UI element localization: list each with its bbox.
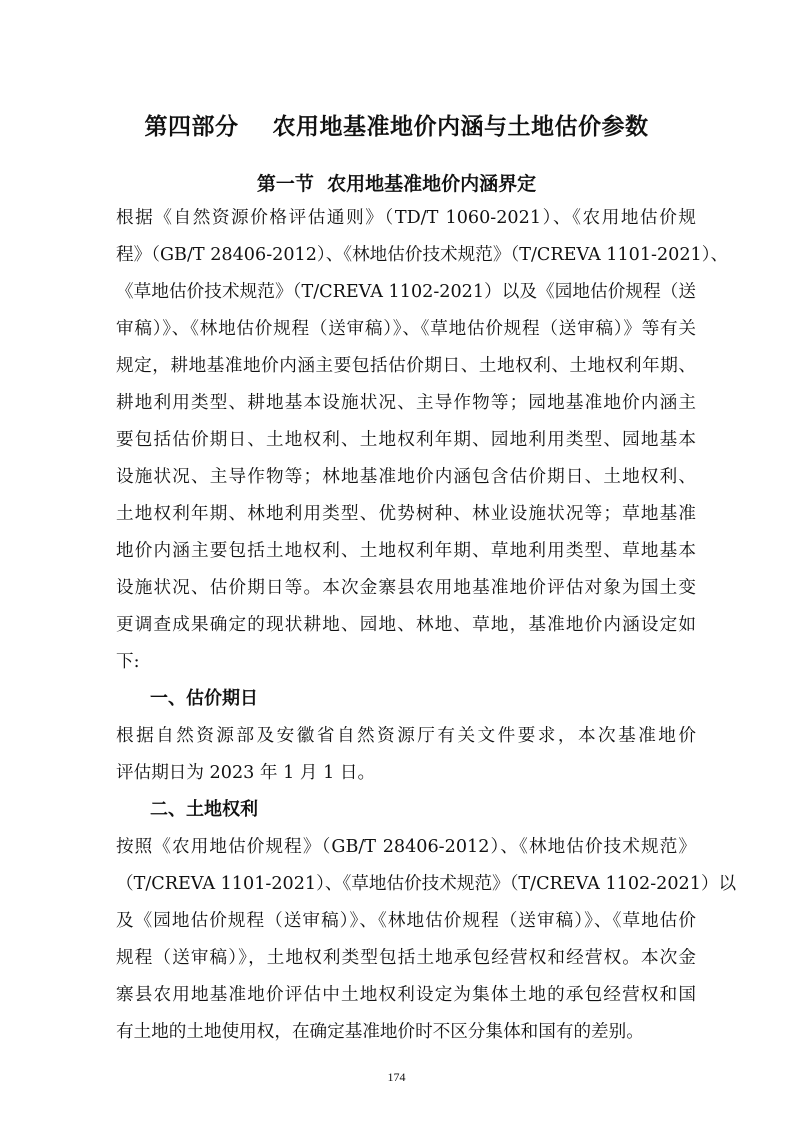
intro-line: 审稿）》、《林地估价规程（送审稿）》、《草地估价规程（送审稿）》等有关	[116, 319, 696, 339]
rights-line: 有土地的土地使用权，在确定基准地价时不区分集体和国有的差别。	[116, 1022, 644, 1042]
intro-line: 耕地利用类型、耕地基本设施状况、主导作物等；园地基准地价内涵主	[116, 393, 696, 413]
date-line: 评估期日为 2023 年 1 月 1 日。	[116, 763, 376, 783]
intro-line: 地价内涵主要包括土地权利、土地权利年期、草地利用类型、草地基本	[116, 541, 696, 561]
intro-line: 设施状况、估价期日等。本次金寨县农用地基准地价评估对象为国土变	[116, 578, 696, 598]
intro-line: 要包括估价期日、土地权利、土地权利年期、园地利用类型、园地基本	[116, 430, 696, 450]
intro-line: 规定，耕地基准地价内涵主要包括估价期日、土地权利、土地权利年期、	[116, 356, 696, 376]
intro-line: 设施状况、主导作物等；林地基准地价内涵包含估价期日、土地权利、	[116, 467, 696, 487]
intro-line: 更调查成果确定的现状耕地、园地、林地、草地，基准地价内涵设定如	[116, 615, 696, 635]
rights-line: 及《园地估价规程（送审稿）》、《林地估价规程（送审稿）》、《草地估价	[116, 911, 696, 931]
date-line: 根据自然资源部及安徽省自然资源厅有关文件要求，本次基准地价	[116, 726, 696, 746]
rights-line: 寨县农用地基准地价评估中土地权利设定为集体土地的承包经营权和国	[116, 985, 696, 1005]
intro-line: 下:	[116, 652, 140, 672]
rights-line: 按照《农用地估价规程》（GB/T 28406-2012）、《林地估价技术规范》	[116, 837, 696, 857]
section-title: 第一节 农用地基准地价内涵界定	[256, 173, 537, 195]
intro-line: 《草地估价技术规范》（T/CREVA 1102-2021）以及《园地估价规程（送	[116, 282, 696, 302]
intro-line: 程》（GB/T 28406-2012）、《林地估价技术规范》（T/CREVA 1101-2021）、	[116, 245, 729, 265]
intro-line: 土地权利年期、林地利用类型、优势树种、林业设施状况等；草地基准	[116, 504, 696, 524]
rights-line: （T/CREVA 1101-2021）、《草地估价技术规范》（T/CREVA 1102-2021）以	[116, 874, 737, 894]
rights-line: 规程（送审稿）》，土地权利类型包括土地承包经营权和经营权。本次金	[116, 948, 696, 968]
heading-land-rights: 二、土地权利	[150, 799, 258, 820]
heading-valuation-date: 一、估价期日	[150, 688, 258, 709]
page-number: 174	[387, 1070, 406, 1084]
intro-line: 根据《自然资源价格评估通则》（TD/T 1060-2021）、《农用地估价规	[116, 208, 696, 228]
part-title: 第四部分 农用地基准地价内涵与土地估价参数	[144, 114, 649, 140]
